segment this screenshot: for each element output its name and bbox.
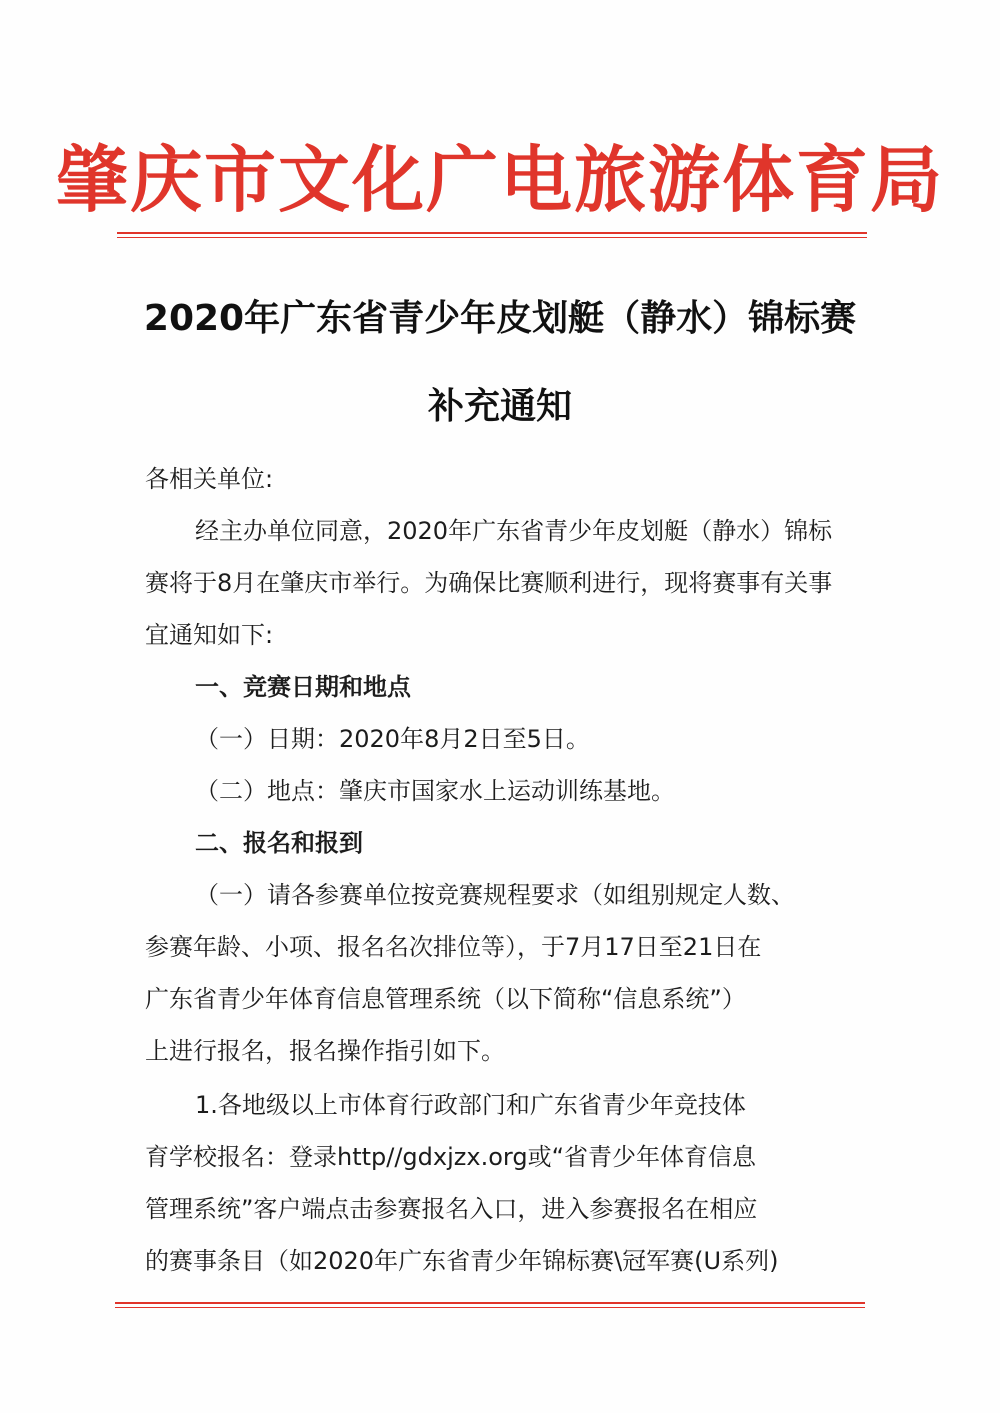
intro-line: 赛将于8月在肇庆市举行。为确保比赛顺利进行，现将赛事有关事 bbox=[145, 569, 833, 597]
section2-para2-line: 育学校报名：登录http//gdxjzx.org或“省青少年体育信息 bbox=[145, 1143, 757, 1171]
section2-para2-line: 的赛事条目（如2020年广东省青少年锦标赛\冠军赛(U系列) bbox=[145, 1247, 779, 1275]
section2-para1-line: （一）请各参赛单位按竞赛规程要求（如组别规定人数、 bbox=[195, 881, 795, 909]
header-red-rule-thin bbox=[117, 237, 867, 238]
section2-para1-line: 参赛年龄、小项、报名名次排位等），于7月17日至21日在 bbox=[145, 933, 762, 961]
section1-item: （一）日期：2020年8月2日至5日。 bbox=[195, 725, 590, 753]
notice-title-line1: 2020年广东省青少年皮划艇（静水）锦标赛 bbox=[143, 298, 857, 339]
section1-heading: 一、竞赛日期和地点 bbox=[195, 673, 411, 701]
intro-line: 宜通知如下: bbox=[145, 621, 274, 649]
issuing-organization-header: 肇庆市文化广电旅游体育局 bbox=[55, 137, 944, 222]
section2-para1-line: 广东省青少年体育信息管理系统（以下简称“信息系统”） bbox=[145, 985, 746, 1013]
header-red-rule bbox=[117, 232, 867, 234]
footer-red-rule-thin bbox=[115, 1307, 865, 1308]
section2-heading: 二、报名和报到 bbox=[195, 829, 363, 857]
section2-para2-line: 管理系统”客户端点击参赛报名入口，进入参赛报名在相应 bbox=[145, 1195, 758, 1223]
intro-line: 经主办单位同意，2020年广东省青少年皮划艇（静水）锦标 bbox=[195, 517, 833, 545]
footer-red-rule bbox=[115, 1302, 865, 1304]
notice-title-line2: 补充通知 bbox=[427, 386, 572, 427]
section1-item: （二）地点：肇庆市国家水上运动训练基地。 bbox=[195, 777, 675, 805]
section2-para1-line: 上进行报名，报名操作指引如下。 bbox=[145, 1037, 505, 1065]
salutation: 各相关单位: bbox=[145, 465, 274, 493]
section2-para2-line: 1.各地级以上市体育行政部门和广东省青少年竞技体 bbox=[195, 1091, 746, 1119]
